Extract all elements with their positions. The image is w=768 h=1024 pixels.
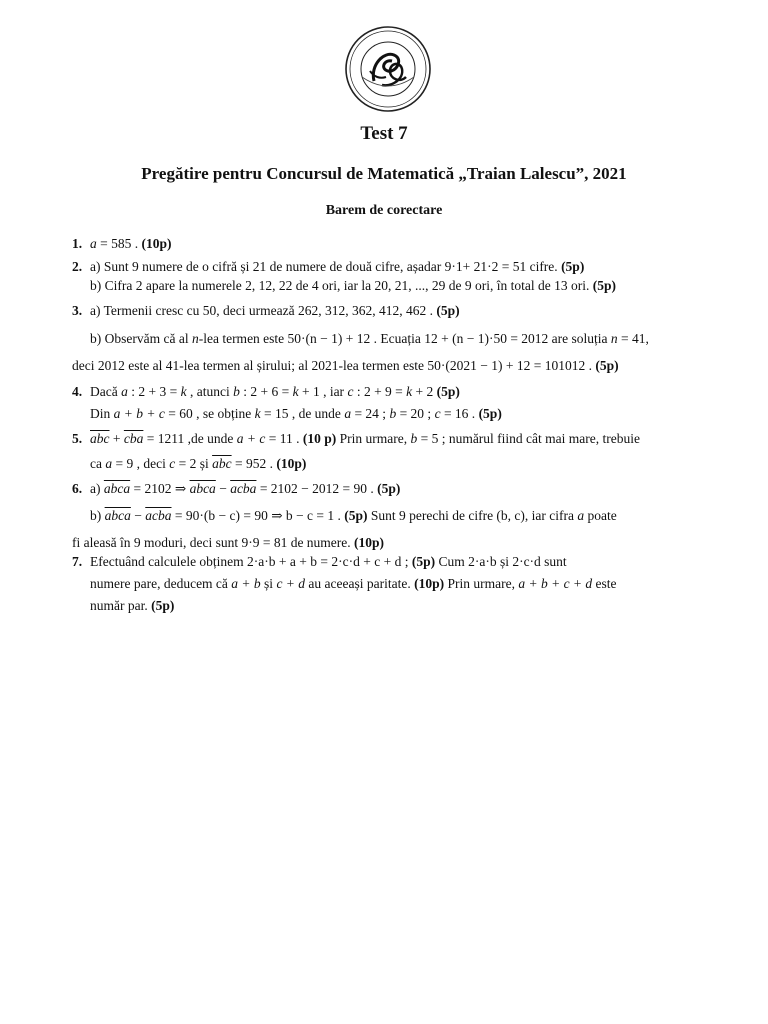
answer-text: = 952 . xyxy=(231,456,277,471)
points-label: (5p) xyxy=(478,406,502,421)
points-label: (10 p) xyxy=(302,431,337,446)
item-number: 4. xyxy=(72,384,83,399)
answer-text: Dacă xyxy=(90,384,122,399)
answer-text: = 24 ; xyxy=(351,406,390,421)
answer-text: = 9 , deci xyxy=(112,456,170,471)
answer-text: poate xyxy=(584,508,617,523)
answer-line xyxy=(72,480,696,498)
item-number: 5. xyxy=(72,431,83,446)
points-label: (10p) xyxy=(414,576,445,591)
contest-subtitle: Pregătire pentru Concursul de Matematică „Traian Lalescu”, 2021 xyxy=(141,164,627,183)
points-label: (10p) xyxy=(354,535,385,550)
answer-text: − xyxy=(130,508,146,523)
answer-text: Efectuând calculele obținem 2·a·b + a + b = 2·c·d + c + d ; xyxy=(90,554,412,569)
points-label: (5p) xyxy=(561,259,585,274)
points-label: (5p) xyxy=(592,278,616,293)
math-expression: abca xyxy=(189,481,216,496)
answer-text: = 2102 ⇒ xyxy=(130,481,190,496)
answer-line xyxy=(72,597,714,615)
answer-line xyxy=(72,258,696,276)
answer-text: = 41, xyxy=(617,331,649,346)
math-expression: a + b + c + d xyxy=(518,576,593,591)
answer-text: = 5 ; numărul fiind cât mai mare, trebuie xyxy=(417,431,640,446)
test-title: Test 7 xyxy=(360,123,408,144)
answer-text: + 1 , iar xyxy=(298,384,348,399)
points-label: (5p) xyxy=(436,303,460,318)
answer-text: : 2 + 9 = xyxy=(353,384,407,399)
answer-line xyxy=(72,302,696,320)
math-expression: a xyxy=(344,406,352,421)
answer-line xyxy=(72,553,696,571)
points-label: (5p) xyxy=(436,384,460,399)
answer-text: = 2102 − 2012 = 90 . xyxy=(256,481,378,496)
math-expression: c xyxy=(169,456,176,471)
points-label: (5p) xyxy=(411,554,436,569)
points-label: (10p) xyxy=(141,236,172,251)
math-expression: k xyxy=(180,384,187,399)
math-expression: a + b + c xyxy=(113,406,165,421)
answer-text: și xyxy=(260,576,277,591)
math-expression: a xyxy=(121,384,128,399)
answer-text: = 15 , de unde xyxy=(260,406,345,421)
answer-line xyxy=(72,383,696,401)
answer-text: Prin urmare, xyxy=(336,431,411,446)
answer-text: : 2 + 3 = xyxy=(127,384,181,399)
math-expression: n xyxy=(191,331,199,346)
points-label: (5p) xyxy=(151,598,175,613)
answer-text: numere pare, deducem că xyxy=(90,576,232,591)
answer-text: + 2 xyxy=(412,384,437,399)
answer-text: ca xyxy=(90,456,106,471)
math-expression: k xyxy=(292,384,299,399)
answer-text: este xyxy=(592,576,617,591)
answer-text: = 20 ; xyxy=(396,406,435,421)
answer-line xyxy=(72,357,696,375)
answer-text: a) Sunt 9 numere de o cifră și 21 de numere de două cifre, așadar 9·1+ 21·2 = 51 cifre. xyxy=(90,259,562,274)
math-expression: n xyxy=(610,331,618,346)
math-expression: abca xyxy=(104,508,131,523)
answer-text: a) xyxy=(90,481,104,496)
answer-text: − xyxy=(215,481,231,496)
answer-text: , atunci xyxy=(186,384,234,399)
answer-text: b) Observăm că al xyxy=(90,331,192,346)
points-label: (5p) xyxy=(595,358,619,373)
math-expression: c + d xyxy=(276,576,306,591)
school-logo xyxy=(344,25,432,113)
answer-text: Cum 2·a·b și 2·c·d sunt xyxy=(435,554,567,569)
math-expression: a xyxy=(577,508,585,523)
answer-text: = 2 și xyxy=(175,456,213,471)
answer-text: -lea termen este 50·(n − 1) + 12 . Ecuația 12 + (n − 1)·50 = 2012 are soluția xyxy=(198,331,611,346)
answer-text: b) xyxy=(90,508,105,523)
math-expression: a + c xyxy=(236,431,266,446)
answer-text: fi aleasă în 9 moduri, deci sunt 9·9 = 81 de numere. xyxy=(72,535,355,550)
points-label: (5p) xyxy=(377,481,401,496)
math-expression: a xyxy=(105,456,113,471)
answer-text: Prin urmare, xyxy=(444,576,519,591)
answer-text: = 585 . xyxy=(96,236,142,251)
math-expression: $\overline{abc}$ xyxy=(212,456,232,471)
answer-text: b) Cifra 2 apare la numerele 2, 12, 22 de 4 ori, iar la 20, 21, ..., 29 de 9 ori, în total de 13 ori. xyxy=(90,278,593,293)
math-expression: k xyxy=(254,406,261,421)
answer-text: + xyxy=(109,431,124,446)
answer-text: deci 2012 este al 41-lea termen al șirului; al 2021-lea termen este 50·(2021 − 1) + 12 = 101012 . xyxy=(72,358,596,373)
answer-line xyxy=(72,507,714,525)
answer-line xyxy=(72,430,696,448)
math-expression: $\overline{abc}$ xyxy=(90,431,110,446)
answer-line xyxy=(72,277,714,295)
section-heading: Barem de corectare xyxy=(325,203,443,218)
math-expression: b xyxy=(389,406,397,421)
answer-text: = 16 . xyxy=(440,406,479,421)
points-label: (5p) xyxy=(344,508,368,523)
answer-line xyxy=(72,534,696,552)
answer-text: au aceeași paritate. xyxy=(305,576,415,591)
math-expression: b xyxy=(410,431,418,446)
answer-text: Din xyxy=(90,406,114,421)
math-expression: $\overline{cba}$ xyxy=(123,431,144,446)
math-expression: k xyxy=(406,384,413,399)
math-expression: c xyxy=(347,384,354,399)
math-expression: a xyxy=(90,236,97,251)
item-number: 6. xyxy=(72,481,83,496)
math-expression: acba xyxy=(230,481,257,496)
school-seal-icon xyxy=(344,25,432,113)
answer-text: Sunt 9 perechi de cifre (b, c), iar cifra xyxy=(367,508,578,523)
math-expression: abca xyxy=(103,481,131,496)
answer-line xyxy=(72,330,714,348)
math-expression: c xyxy=(434,406,441,421)
math-expression: a + b xyxy=(231,576,261,591)
points-label: (10p) xyxy=(276,456,307,471)
answer-text: = 90·(b − c) = 90 ⇒ b − c = 1 . xyxy=(171,508,345,523)
answer-text: = 11 . xyxy=(265,431,303,446)
item-number: 7. xyxy=(72,554,83,569)
math-expression: acba xyxy=(145,508,172,523)
math-expression: b xyxy=(233,384,240,399)
answer-text: : 2 + 6 = xyxy=(239,384,293,399)
answer-line xyxy=(72,235,696,253)
item-number: 1. xyxy=(72,236,83,251)
answer-text: = 1211 ,de unde xyxy=(143,431,237,446)
item-number: 2. xyxy=(72,259,83,274)
answer-text: număr par. xyxy=(90,598,152,613)
answer-line xyxy=(72,455,714,473)
answer-text: a) Termenii cresc cu 50, deci urmează 262, 312, 362, 412, 462 . xyxy=(90,303,437,318)
answer-text: = 60 , se obține xyxy=(164,406,255,421)
item-number: 3. xyxy=(72,303,83,318)
answer-line xyxy=(72,575,714,593)
answer-line xyxy=(72,405,714,423)
